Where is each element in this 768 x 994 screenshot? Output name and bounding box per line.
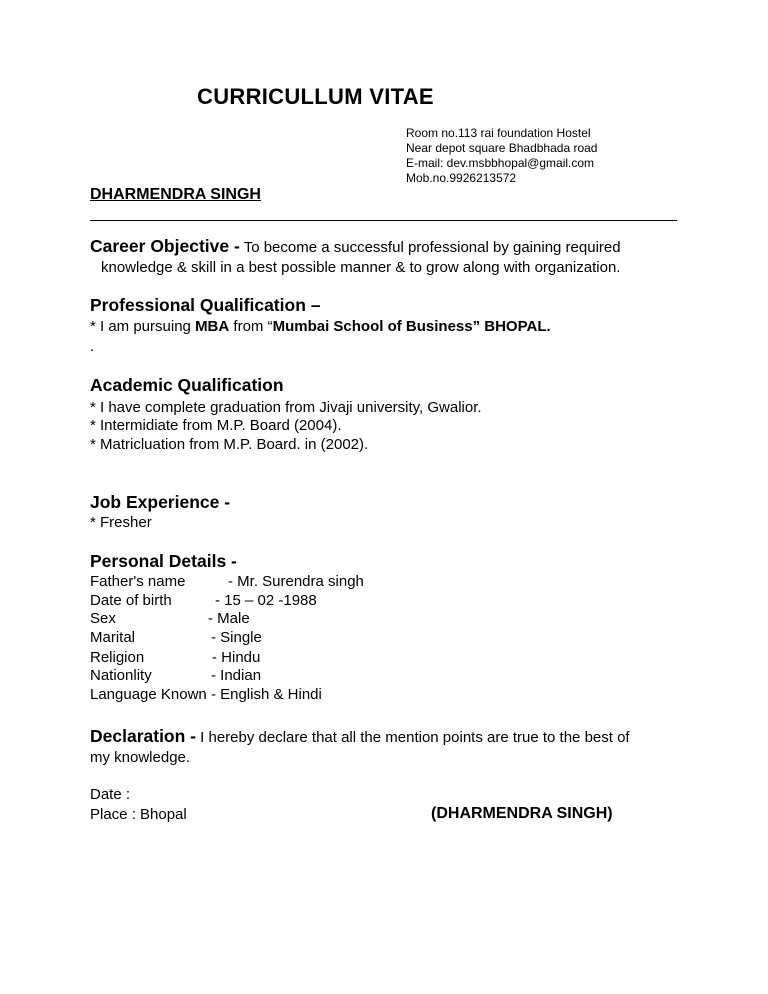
personal-row-father [90,572,364,591]
date-label: Date : [90,786,131,803]
address-line-room: Room no.113 rai foundation Hostel [406,126,591,140]
personal-label: Sex [90,610,116,627]
personal-label: Religion [90,649,145,666]
job-experience-item: * Fresher [90,514,152,531]
professional-qualification-item [90,317,551,336]
academic-qualification-heading: Academic Qualification [90,375,284,395]
personal-value: - Hindu [212,649,261,666]
personal-label: Nationlity [90,667,152,684]
personal-value: - Male [208,610,250,627]
document-title: CURRICULLUM VITAE [197,84,434,109]
header-divider [90,220,677,221]
academic-item: * Intermidiate from M.P. Board (2004). [90,417,342,434]
address-line-mobile: Mob.no.9926213572 [406,171,517,185]
declaration-heading: Declaration - [90,726,196,746]
professional-school: Mumbai School of Business” BHOPAL. [272,318,551,335]
declaration-line1 [90,726,630,747]
personal-row-language [90,685,322,704]
address-block [406,126,597,186]
personal-row-nationality [90,666,261,685]
signature-name: (DHARMENDRA SINGH) [431,805,613,822]
professional-prefix: * I am pursuing [90,318,196,335]
candidate-name: DHARMENDRA SINGH [90,186,261,203]
personal-label: Date of birth [90,592,172,609]
personal-row-sex [90,609,250,628]
personal-value: - Mr. Surendra singh [228,573,364,590]
personal-value: - English & Hindi [210,686,322,703]
personal-label: Father's name [90,573,186,590]
personal-row-dob [90,591,317,610]
personal-value: - 15 – 02 -1988 [215,592,317,609]
professional-mid: from “ [229,318,273,335]
career-objective-text2: knowledge & skill in a best possible manner & to grow along with organization. [101,259,621,276]
career-objective-text1: To become a successful professional by gaining required [239,239,621,256]
career-objective-line1 [90,236,621,257]
declaration-text2: my knowledge. [90,749,191,766]
personal-label: Language Known [90,686,207,703]
career-objective-heading: Career Objective - [90,236,240,256]
job-experience-heading: Job Experience - [90,492,231,512]
personal-value: - Single [211,629,262,646]
personal-row-religion [90,648,260,667]
academic-item: * I have complete graduation from Jivaji university, Gwalior. [90,399,482,416]
personal-details-heading: Personal Details - [90,551,237,571]
address-line-road: Near depot square Bhadbhada road [406,141,598,155]
professional-qualification-heading: Professional Qualification – [90,295,321,315]
academic-item: * Matricluation from M.P. Board. in (2002). [90,436,369,453]
professional-dot: . [90,338,95,355]
professional-degree: MBA [195,318,230,335]
personal-value: - Indian [211,667,262,684]
personal-label: Marital [90,629,136,646]
address-line-email: E-mail: dev.msbbhopal@gmail.com [406,156,595,170]
personal-row-marital [90,628,262,647]
place-label: Place : Bhopal [90,806,187,823]
declaration-text1: I hereby declare that all the mention points are true to the best of [196,729,630,746]
